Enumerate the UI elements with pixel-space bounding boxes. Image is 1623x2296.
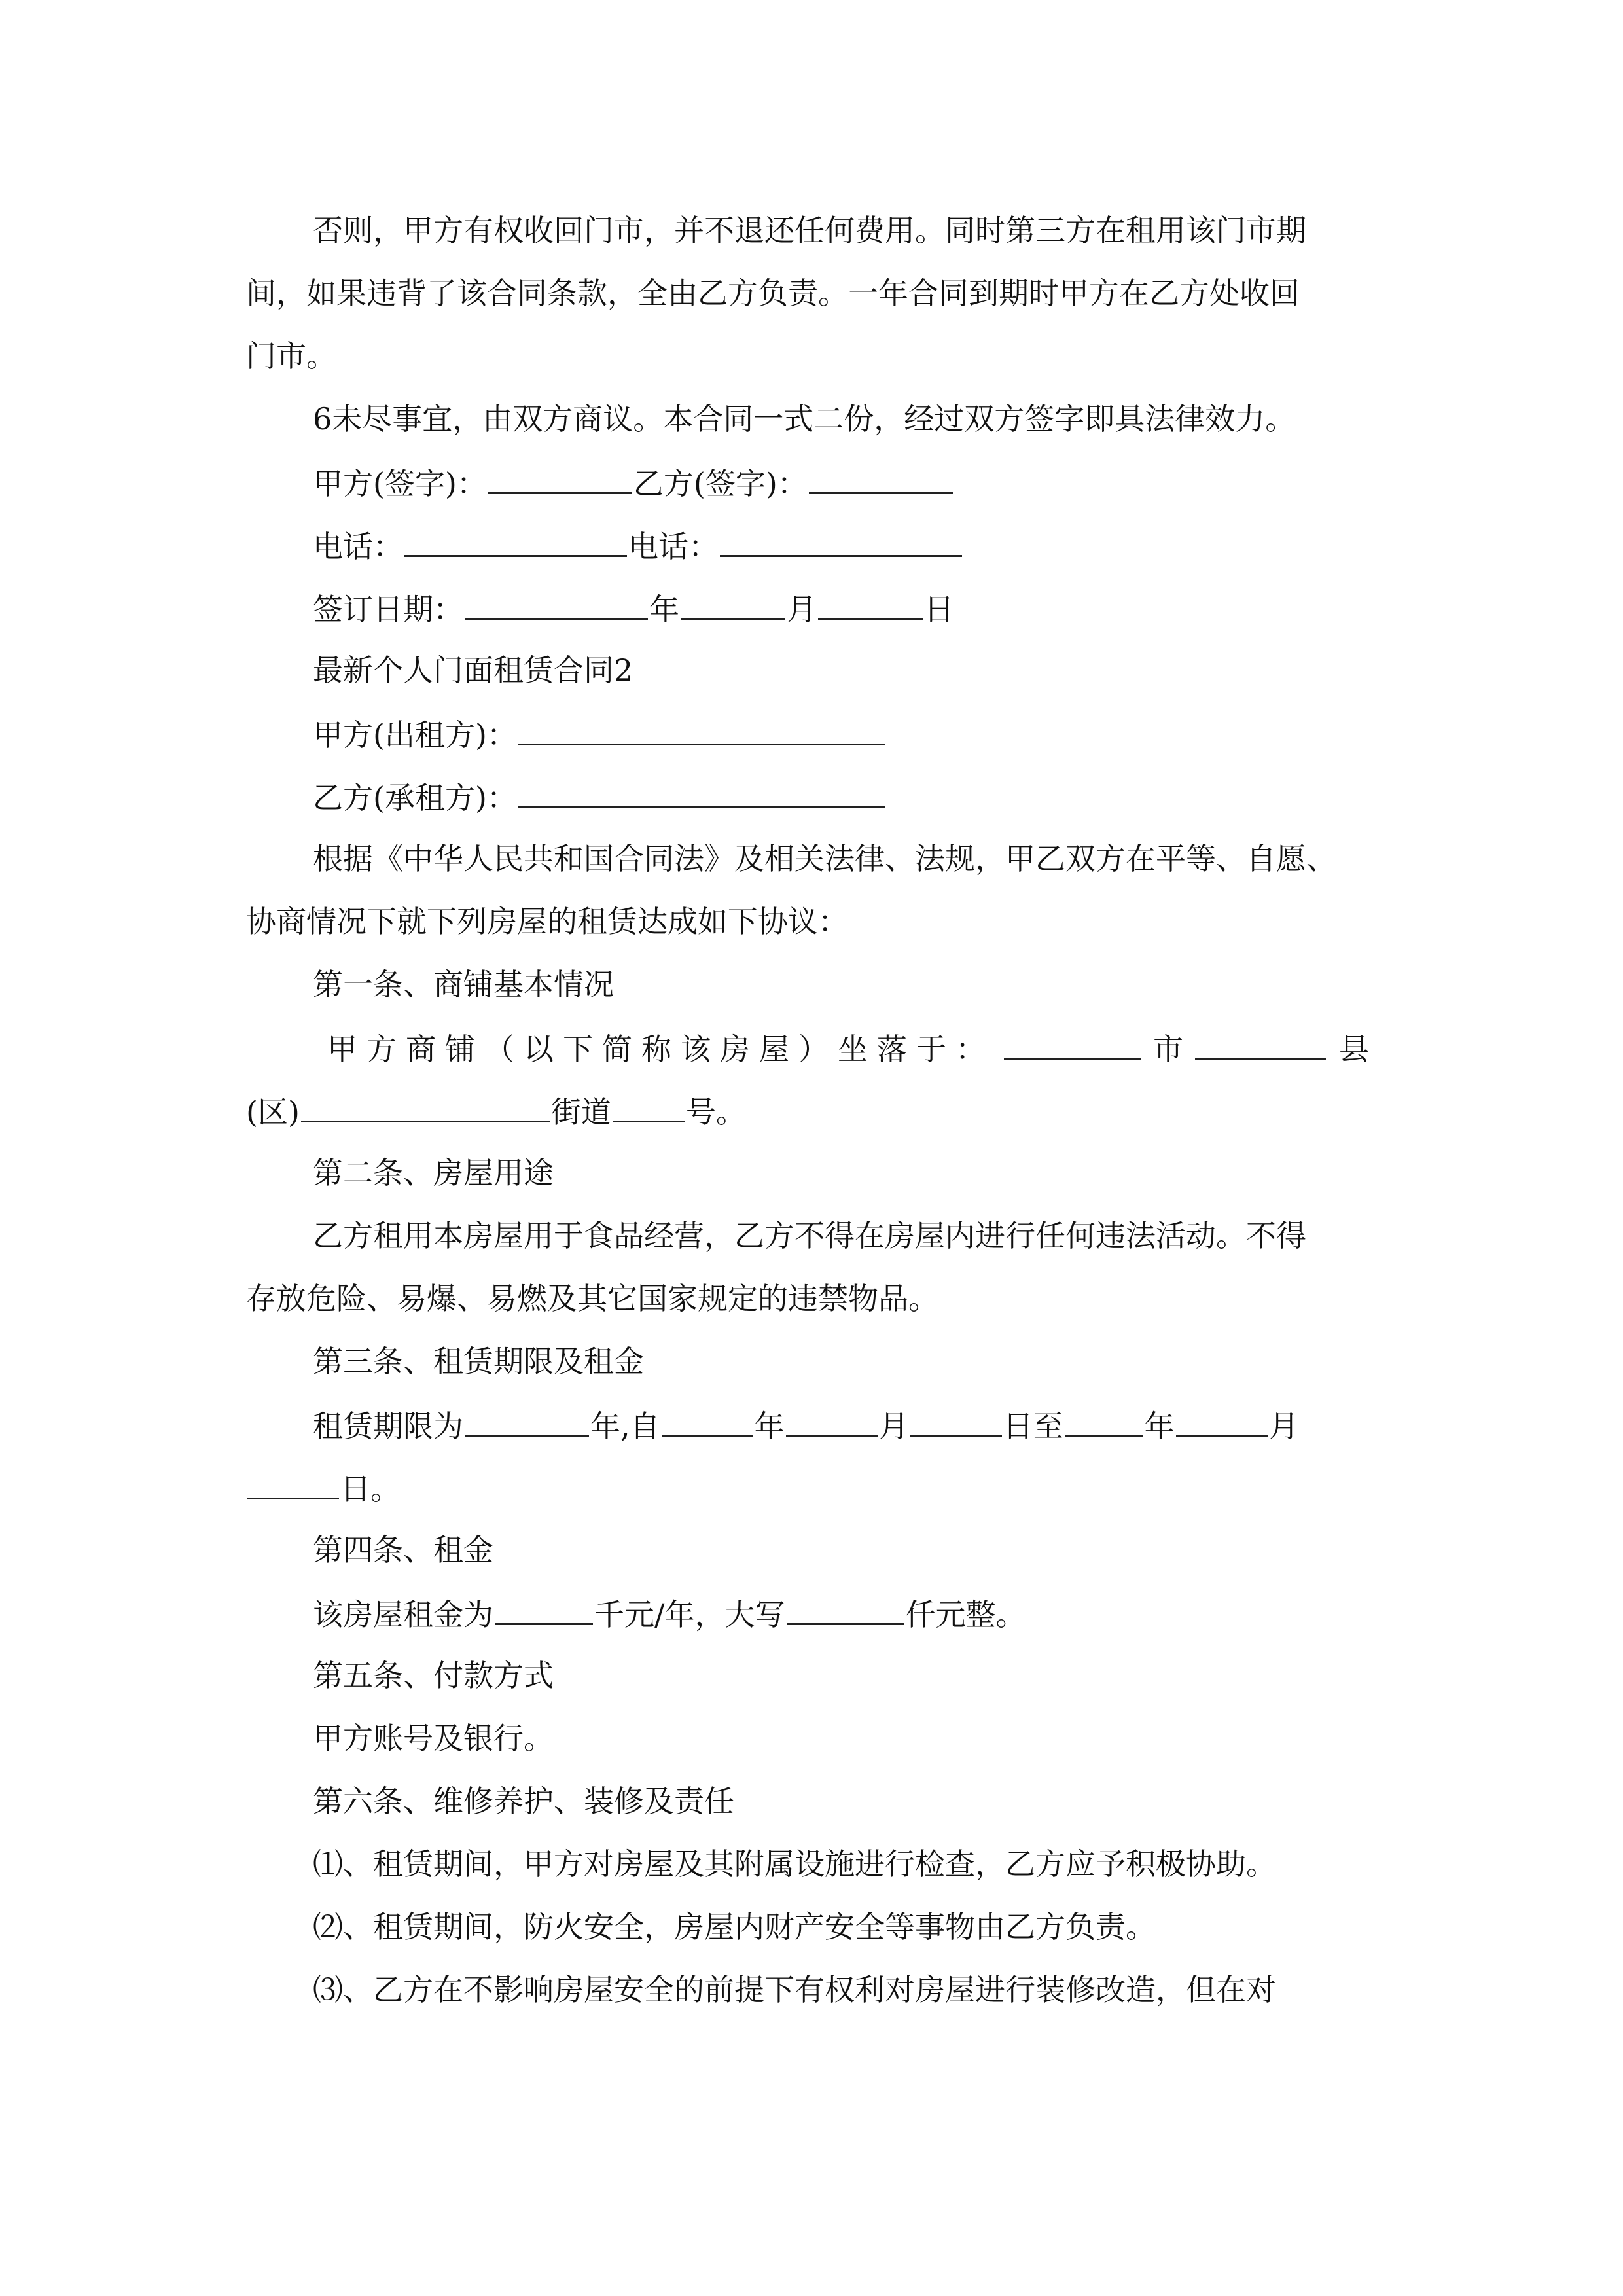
paragraph-line: 间，如果违背了该合同条款，全由乙方负责。一年合同到期时甲方在乙方处收回 (246, 276, 1300, 311)
article-title: 第四条、租金 (313, 1532, 493, 1568)
paragraph-line: 甲方账号及银行。 (313, 1721, 554, 1756)
blank-field[interactable] (681, 588, 785, 620)
address-line: 甲方商铺（以下简称该房屋）坐落于： 市 县 (327, 1028, 1369, 1069)
blank-field[interactable] (910, 1405, 1002, 1437)
blank-field[interactable] (404, 525, 627, 557)
paragraph-line: 根据《中华人民共和国合同法》及相关法律、法规，甲乙双方在平等、自愿、 (313, 841, 1336, 876)
rent-line: 该房屋租金为 千元/年，大写 仟元整。 (313, 1593, 1026, 1634)
blank-field[interactable] (613, 1090, 685, 1122)
blank-field[interactable] (247, 1467, 339, 1499)
blank-field[interactable] (465, 1405, 589, 1437)
paragraph-line: 门市。 (246, 338, 336, 374)
blank-field[interactable] (1195, 1028, 1326, 1060)
blank-field[interactable] (518, 776, 885, 808)
blank-field[interactable] (787, 1593, 904, 1625)
article-title: 第五条、付款方式 (313, 1658, 554, 1693)
address-line-2: (区) 街道 号。 (246, 1090, 746, 1132)
blank-field[interactable] (720, 525, 962, 557)
blank-field[interactable] (786, 1405, 878, 1437)
paragraph-line: 否则，甲方有权收回门市，并不退还任何费用。同时第三方在租用该门市期 (313, 213, 1306, 248)
blank-field[interactable] (1065, 1405, 1143, 1437)
article-title: 第六条、维修养护、装修及责任 (313, 1784, 734, 1819)
blank-field[interactable] (818, 588, 923, 620)
paragraph-line: 6未尽事宜，由双方商议。本合同一式二份，经过双方签字即具法律效力。 (313, 401, 1296, 437)
date-line: 签订日期： 年 月 日 (313, 588, 954, 629)
blank-field[interactable] (465, 588, 648, 620)
lessee-line: 乙方(承租方)： (313, 776, 886, 817)
blank-field[interactable] (495, 1593, 593, 1625)
blank-field[interactable] (488, 462, 632, 494)
blank-field[interactable] (1176, 1405, 1268, 1437)
contract-title: 最新个人门面租赁合同2 (313, 653, 633, 688)
list-item: ⑵、租赁期间，防火安全，房屋内财产安全等事物由乙方负责。 (313, 1909, 1156, 1945)
paragraph-line: 协商情况下就下列房屋的租赁达成如下协议： (246, 904, 848, 939)
lease-term-line: 租赁期限为 年,自 年 月 日至 年 月 (313, 1405, 1299, 1446)
article-title: 第二条、房屋用途 (313, 1155, 554, 1191)
phone-line: 电话： 电话： (313, 525, 963, 566)
lease-term-line-2: 日。 (246, 1467, 401, 1509)
blank-field[interactable] (301, 1090, 550, 1122)
signature-line: 甲方(签字)： 乙方(签字)： (313, 462, 954, 503)
lessor-line: 甲方(出租方)： (313, 713, 886, 755)
paragraph-line: 存放危险、易爆、易燃及其它国家规定的违禁物品。 (246, 1281, 938, 1316)
blank-field[interactable] (809, 462, 953, 494)
paragraph-line: 乙方租用本房屋用于食品经营，乙方不得在房屋内进行任何违法活动。不得 (313, 1218, 1306, 1253)
blank-field[interactable] (1004, 1028, 1141, 1060)
article-title: 第三条、租赁期限及租金 (313, 1344, 644, 1379)
blank-field[interactable] (662, 1405, 753, 1437)
blank-field[interactable] (518, 713, 885, 745)
list-item: ⑴、租赁期间，甲方对房屋及其附属设施进行检查，乙方应予积极协助。 (313, 1846, 1276, 1882)
article-title: 第一条、商铺基本情况 (313, 967, 614, 1002)
list-item: ⑶、乙方在不影响房屋安全的前提下有权利对房屋进行装修改造，但在对 (313, 1972, 1276, 2007)
